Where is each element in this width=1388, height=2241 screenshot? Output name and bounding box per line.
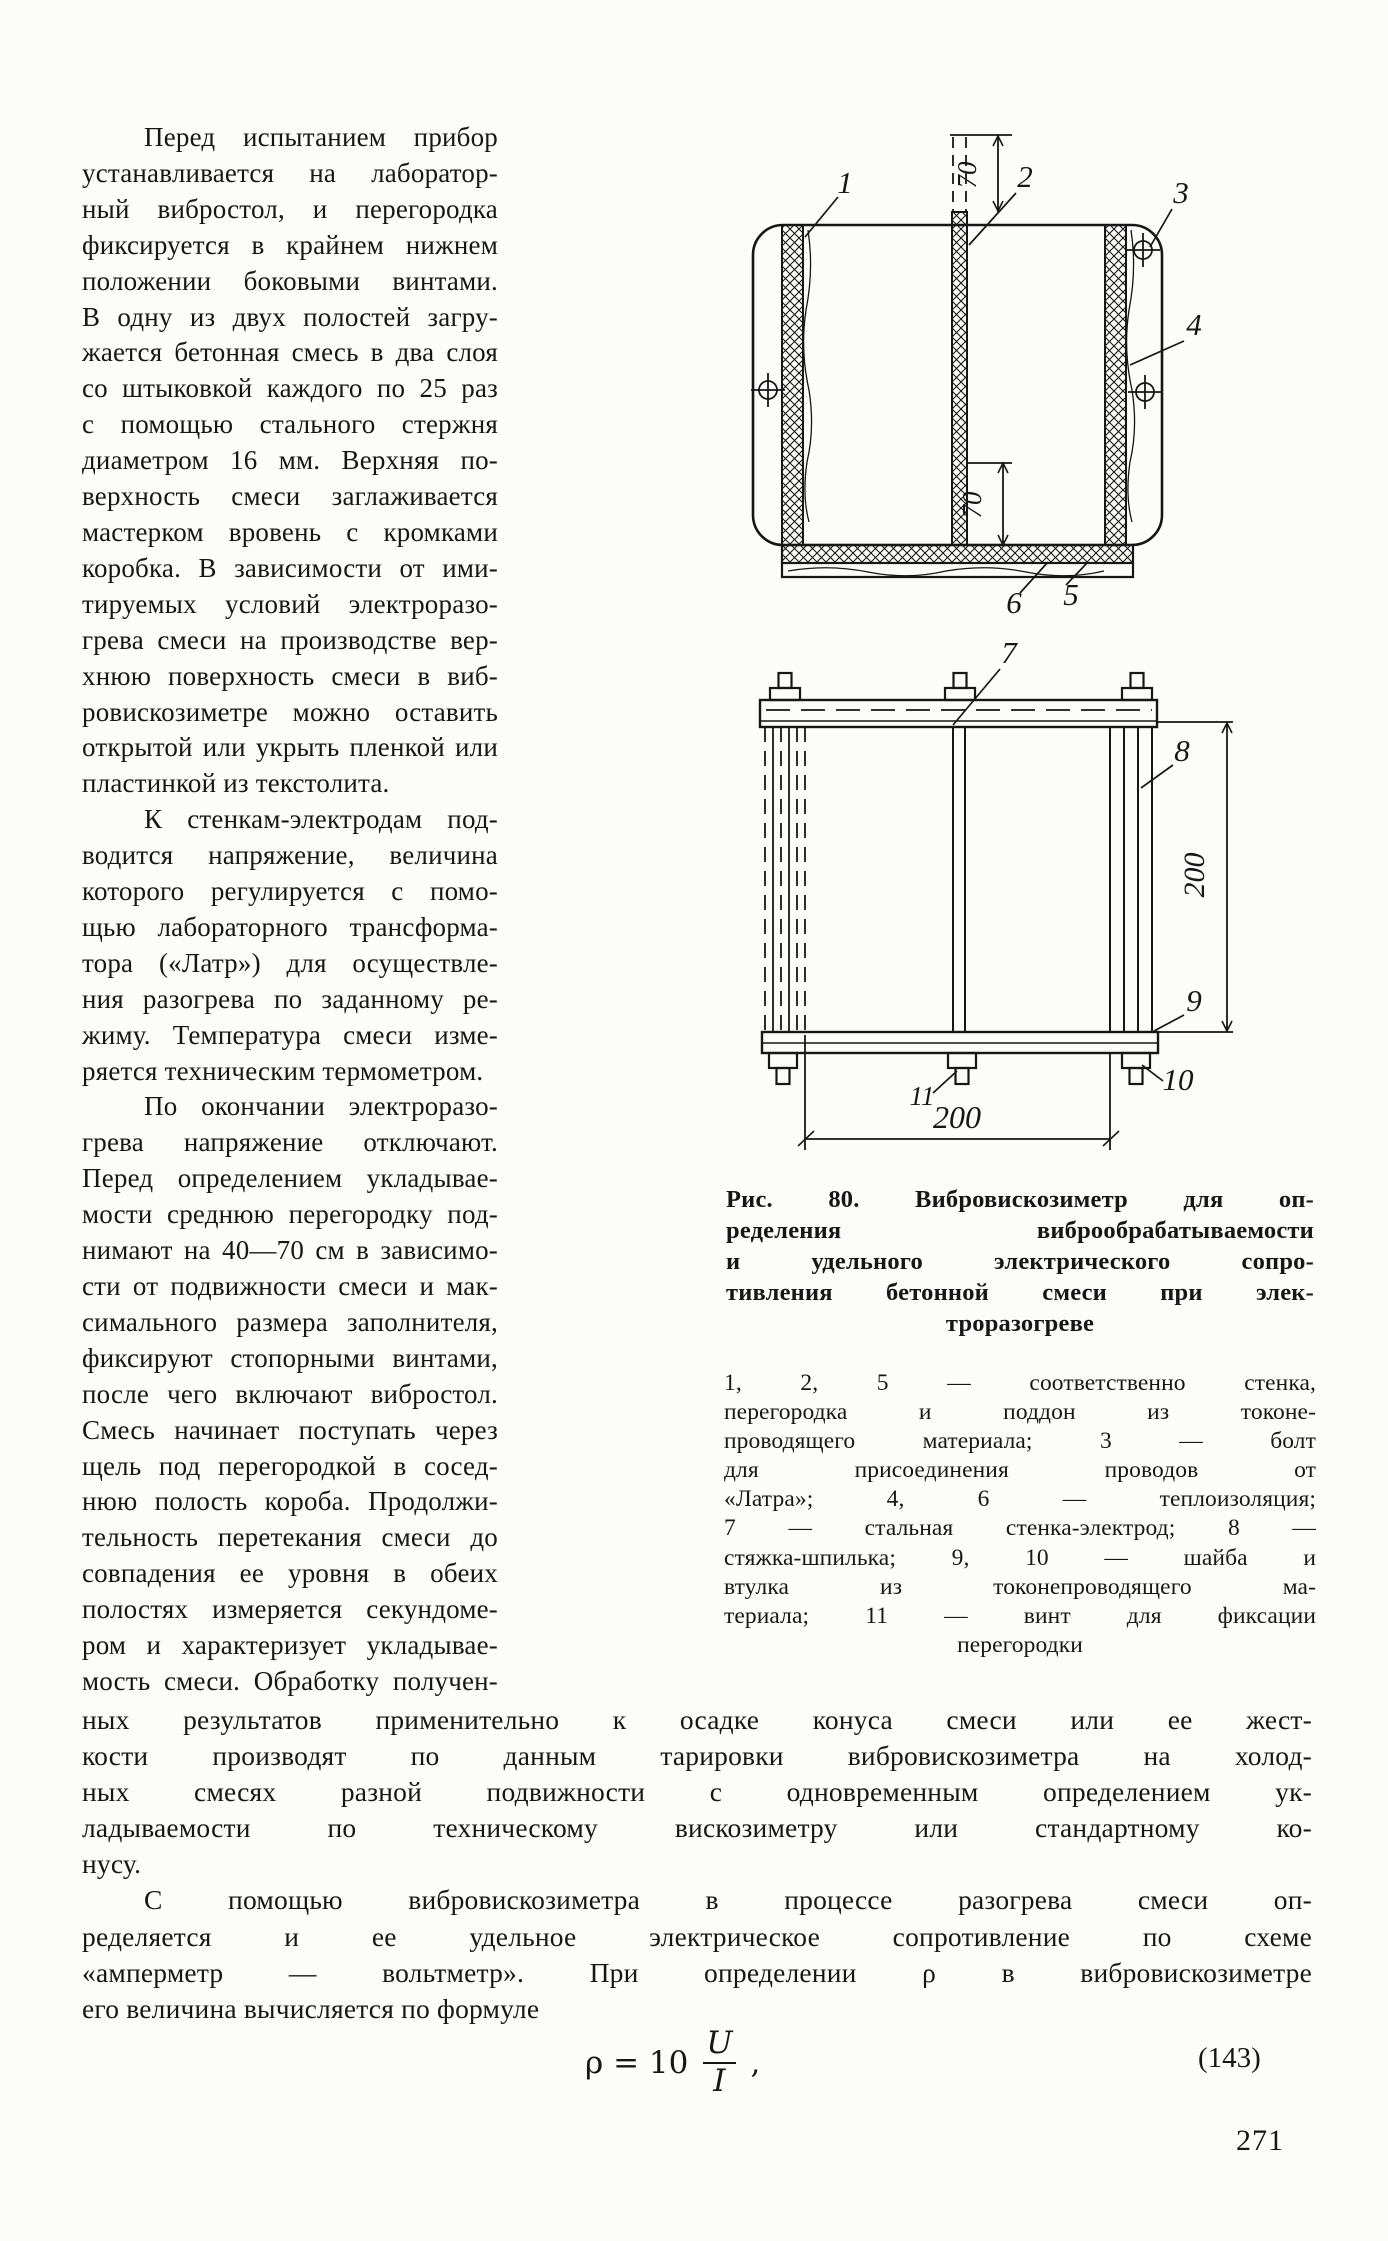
right-wall-insulation-waves (1127, 230, 1135, 522)
part-label-3: 3 (1173, 175, 1189, 210)
text-line: хнюю поверхность смеси в виб- (82, 660, 498, 691)
part-label-6: 6 (1006, 585, 1022, 620)
leader-lines-top-view (805, 193, 1184, 593)
text-line: открытой или укрыть пленкой или (82, 732, 498, 763)
top-view (751, 135, 1184, 593)
text-line: диаметром 16 мм. Верхняя по- (82, 445, 498, 476)
text-line: Перед определением укладывае- (82, 1163, 498, 1194)
text-line: Смесь начинает поступать через (82, 1414, 498, 1445)
formula-row (80, 2020, 1312, 2110)
text-line: коробка. В зависимости от ими- (82, 552, 498, 583)
left-stud-column (765, 727, 805, 1032)
text-line: кости производят по данным тарировки вибровискозиметра на холод- (82, 1740, 1312, 1772)
text-line: По окончании электроразо- (144, 1091, 498, 1122)
text-line: положении боковыми винтами. (82, 265, 498, 296)
caption-line: тивления бетонной смеси при элек- (726, 1279, 1314, 1306)
text-line: его величина вычисляется по формуле (82, 1992, 540, 2024)
text-line: К стенкам-электродам под- (144, 804, 498, 835)
text-line: ных смесях разной подвижности с одновременным определением ук- (82, 1776, 1312, 1808)
text-line: жиму. Температура смеси изме- (82, 1019, 498, 1050)
text-line: устанавливается на лаборатор- (82, 157, 498, 188)
text-line: пластинкой из текстолита. (82, 768, 390, 799)
top-bolts (770, 673, 1152, 700)
legend-line: проводящего материала; 3 — болт (724, 1428, 1316, 1455)
legend-line: териала; 11 — винт для фиксации (724, 1602, 1316, 1629)
text-line: В одну из двух полостей загру- (82, 301, 498, 332)
side-bolt-left (751, 373, 785, 407)
legend-line: 1, 2, 5 — соответственно стенка, (724, 1370, 1316, 1396)
figure-caption (726, 1184, 1314, 1339)
text-line: симального размера заполнителя, (82, 1306, 498, 1337)
text-line: ровискозиметре можно оставить (82, 696, 498, 727)
text-line: грева смеси на производстве вер- (82, 624, 498, 655)
dim-200-height: 200 (1178, 852, 1211, 898)
part-label-2: 2 (1017, 159, 1033, 194)
text-line: фиксируют стопорными винтами, (82, 1342, 498, 1373)
part-label-7: 7 (1001, 635, 1017, 670)
text-line: после чего включают вибростол. (82, 1378, 498, 1409)
text-line: с помощью стального стержня (82, 409, 498, 440)
formula-denominator: I (703, 2062, 735, 2100)
left-wall-hatched (782, 225, 803, 545)
text-line: ределяется и ее удельное электрическое сопротивление по схеме (82, 1920, 1312, 1952)
middle-column (953, 727, 965, 1032)
formula-143 (585, 2026, 760, 2099)
dim-200-width: 200 (933, 1099, 981, 1135)
text-line: «амперметр — вольтметр». При определении ρ в вибровискозиметре (82, 1956, 1312, 1988)
top-electrode-bar (760, 700, 1157, 727)
caption-line: Рис. 80. Вибровискозиметр для оп- (726, 1186, 1314, 1213)
text-line: которого регулируется с помо- (82, 876, 498, 907)
leader-lines-front-view (933, 669, 1184, 1093)
caption-line: и удельного электрического сопро- (726, 1248, 1314, 1275)
text-line: ный вибростол, и перегородка (82, 193, 498, 224)
bottom-bolts (769, 1053, 1150, 1084)
text-line: ния разогрева по заданному ре- (82, 983, 498, 1014)
text-line: щель под перегородкой в сосед- (82, 1450, 498, 1481)
text-line: тируемых условий электроразо- (82, 588, 498, 619)
text-line: ладываемости по техническому вискозиметру или стандартному ко- (82, 1812, 1312, 1844)
dim-70-top: 70 (952, 161, 982, 189)
text-line: со штыковкой каждого по 25 раз (82, 373, 498, 404)
left-text-column (82, 120, 498, 1700)
text-line: нусу. (82, 1848, 142, 1880)
text-line: ных результатов применительно к осадке конуса смеси или ее жест- (82, 1704, 1312, 1735)
legend-line: 7 — стальная стенка-электрод; 8 — (724, 1515, 1316, 1542)
text-line: мость смеси. Обработку получен- (82, 1665, 498, 1696)
text-line: жается бетонная смесь в два слоя (82, 337, 498, 368)
bottom-text-block (82, 1702, 1312, 2027)
legend-line: для присоединения проводов от (724, 1457, 1316, 1484)
text-line: грева напряжение отключают. (82, 1127, 498, 1158)
legend-line: перегородка и поддон из токоне- (724, 1399, 1316, 1426)
text-line: нюю полость короба. Продолжи- (82, 1486, 498, 1517)
pallet-hatched (782, 545, 1133, 563)
right-stud-column (1110, 727, 1152, 1032)
text-line: сти от подвижности смеси и мак- (82, 1271, 498, 1301)
text-line: мости среднюю перегородку под- (82, 1199, 498, 1230)
page-number: 271 (1236, 2124, 1284, 2157)
text-line: верхность смеси заглаживается (82, 481, 498, 512)
text-line: Перед испытанием прибор (144, 122, 498, 152)
pallet-insulation-waves (788, 568, 1104, 576)
text-line: ром и характеризует укладывае- (82, 1630, 498, 1661)
part-label-10: 10 (1162, 1062, 1194, 1097)
equation-number: (143) (1198, 2042, 1261, 2074)
part-label-5: 5 (1063, 577, 1079, 612)
text-line: тора («Латр») для осуществле- (82, 947, 498, 978)
formula-comma: , (750, 2044, 761, 2081)
caption-line: ределения виброобрабатываемости (726, 1217, 1314, 1244)
text-line: нимают на 40—70 см в зависимо- (82, 1235, 498, 1266)
formula-fraction (696, 2026, 742, 2099)
legend-line: перегородки (957, 1631, 1083, 1658)
part-label-1: 1 (837, 165, 853, 200)
text-line: мастерком вровень с кромками (82, 516, 498, 547)
part-label-11: 11 (909, 1081, 935, 1111)
formula-lhs: ρ = 10 (585, 2044, 689, 2081)
text-line: водится напряжение, величина (82, 840, 498, 871)
part-label-4: 4 (1186, 307, 1202, 342)
text-line: совпадения ее уровня в обеих (82, 1558, 498, 1589)
part-label-8: 8 (1174, 733, 1190, 768)
text-line: полостях измеряется секундоме- (82, 1594, 498, 1625)
text-line: тельность перетекания смеси до (82, 1522, 498, 1553)
right-wall-hatched (1105, 225, 1126, 545)
part-label-9: 9 (1186, 983, 1202, 1018)
figure-legend (724, 1369, 1316, 1660)
figure-80-drawing (520, 85, 1340, 1165)
text-line: С помощью вибровискозиметра в процессе разогрева смеси оп- (144, 1884, 1312, 1916)
legend-line: стяжка-шпилька; 9, 10 — шайба и (724, 1544, 1316, 1571)
text-line: ряется техническим термометром. (82, 1055, 484, 1086)
formula-numerator: U (706, 2025, 733, 2061)
text-line: фиксируется в крайнем нижнем (82, 229, 498, 260)
legend-line: «Латра»; 4, 6 — теплоизоляция; (724, 1486, 1316, 1513)
text-line: щью лабораторного трансформа- (82, 911, 498, 942)
caption-line: троразогреве (945, 1310, 1095, 1337)
legend-line: втулка из токонепроводящего ма- (724, 1573, 1316, 1600)
dim-70-slot: 70 (957, 491, 987, 519)
left-wall-insulation-waves (804, 230, 812, 522)
